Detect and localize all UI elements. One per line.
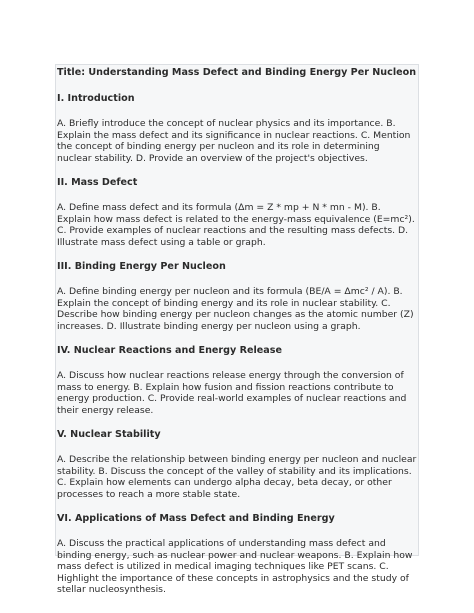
section-applications xyxy=(57,513,417,596)
section-heading: V. Nuclear Stability xyxy=(57,429,161,440)
section-heading: IV. Nuclear Reactions and Energy Release xyxy=(57,345,283,356)
section-body: A. Discuss the practical applications of understanding mass defect and binding energy, such as nuclear power and nuclear weapons. B. Explain how mass defect is utilized in medical imaging techniques like PET scans. C. Highlight the importance of these concepts in astrophysics and the study of stellar nucleosynthesis. xyxy=(57,538,413,595)
section-introduction xyxy=(57,93,417,164)
section-nuclear-stability xyxy=(57,429,417,500)
section-body: A. Define binding energy per nucleon and its formula (BE/A = Δmc² / A). B. Explain the concept of binding energy and its role in nuclear stability. C. Describe how binding energy per nucleon changes as the atomic number (Z) increases. D. Illustrate binding energy per nucleon using a graph. xyxy=(57,286,414,332)
section-heading: III. Binding Energy Per Nucleon xyxy=(57,261,226,272)
section-body: A. Briefly introduce the concept of nuclear physics and its importance. B. Explain the mass defect and its significance in nuclear reactions. C. Mention the concept of binding energy per nucleon and its role in determining nuclear stability. D. Provide an overview of the project's objectives. xyxy=(57,118,411,164)
section-body: A. Define mass defect and its formula (Δm = Z * mp + N * mn - M). B. Explain how mass defect is related to the energy-mass equivalence (E=mc²). C. Provide examples of nuclear reactions and the resulting mass defects. D. Illustrate mass defect using a table or graph. xyxy=(57,202,415,248)
section-body: A. Discuss how nuclear reactions release energy through the conversion of mass to energy. B. Explain how fusion and fission reactions contribute to energy production. C. Provide real-world examples of nuclear reactions and their energy release. xyxy=(57,370,407,416)
document-content-box xyxy=(55,64,419,595)
section-binding-energy xyxy=(57,261,417,332)
section-mass-defect xyxy=(57,177,417,248)
section-body: A. Describe the relationship between binding energy per nucleon and nuclear stability. B. Discuss the concept of the valley of stability and its implications. C. Explain how elements can undergo alpha decay, beta decay, or other processes to reach a more stable state. xyxy=(57,454,417,500)
section-heading: VI. Applications of Mass Defect and Binding Energy xyxy=(57,513,335,524)
section-heading: II. Mass Defect xyxy=(57,177,138,188)
section-nuclear-reactions xyxy=(57,345,417,416)
section-heading: I. Introduction xyxy=(57,93,135,104)
document-title: Title: Understanding Mass Defect and Binding Energy Per Nucleon xyxy=(57,67,417,78)
